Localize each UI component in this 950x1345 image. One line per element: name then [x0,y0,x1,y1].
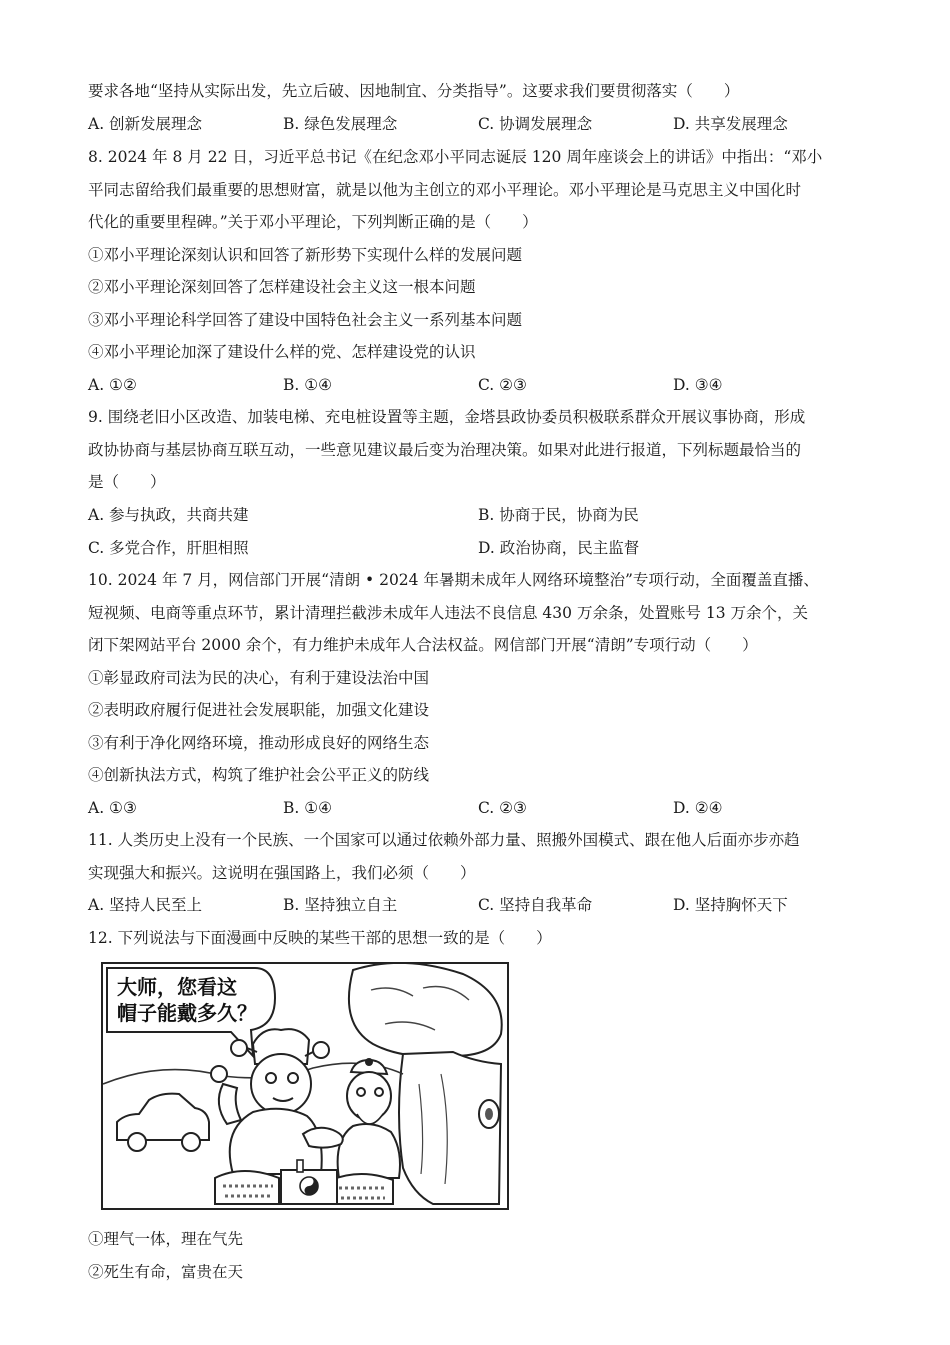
q11-stem-line: 实现强大和振兴。这说明在强国路上，我们必须（ ） [88,864,476,882]
q10-option-b[interactable]: B. ①④ [283,799,333,817]
q11-option-d[interactable]: D. 坚持胸怀天下 [673,896,788,914]
q10-stem-line: 10. 2024 年 7 月，网信部门开展“清朗 • 2024 年暑期未成年人网络环境整治”专项行动，全面覆盖直播、 [88,571,819,589]
q10-item: ①彰显政府司法为民的决心，有利于建设法治中国 [88,669,430,687]
q9-options-row2 [88,537,878,559]
q10-option-a[interactable]: A. ①③ [88,799,137,817]
q9-stem-line: 是（ ） [88,473,166,491]
q10-option-c[interactable]: C. ②③ [478,799,527,817]
q8-stem-line: 代化的重要里程碑。”关于邓小平理论，下列判断正确的是（ ） [88,213,538,231]
q7-option-b[interactable]: B. 绿色发展理念 [283,115,398,133]
q9-stem-line: 9. 围绕老旧小区改造、加装电梯、充电桩设置等主题，金塔县政协委员积极联系群众开展议事协商，形成 [88,408,806,426]
q11-option-c[interactable]: C. 坚持自我革命 [478,896,593,914]
q7-option-c[interactable]: C. 协调发展理念 [478,115,593,133]
q11-option-b[interactable]: B. 坚持独立自主 [283,896,398,914]
q8-option-a[interactable]: A. ①② [88,376,137,394]
q8-options [88,374,878,396]
q8-option-b[interactable]: B. ①④ [283,376,333,394]
q9-stem-line: 政协协商与基层协商互联互动，一些意见建议最后变为治理决策。如果对此进行报道，下列标题最恰当的 [88,441,802,459]
q12-stem: 12. 下列说法与下面漫画中反映的某些干部的思想一致的是（ ） [88,929,552,947]
q9-option-b[interactable]: B. 协商于民，协商为民 [478,506,639,524]
fortune-teller-figure [331,1058,400,1204]
q10-item: ②表明政府履行促进社会发展职能，加强文化建设 [88,701,430,719]
handshake [303,1128,343,1148]
q8-item: ④邓小平理论加深了建设什么样的党、怎样建设党的认识 [88,343,476,361]
q10-option-d[interactable]: D. ②④ [673,799,723,817]
q11-option-a[interactable]: A. 坚持人民至上 [88,896,203,914]
q7-option-d[interactable]: D. 共享发展理念 [673,115,788,133]
q11-stem-line: 11. 人类历史上没有一个民族、一个国家可以通过依赖外部力量、照搬外国模式、跟在他人后面亦步亦趋 [88,831,800,849]
q10-item: ③有利于净化网络环境，推动形成良好的网络生态 [88,734,430,752]
q10-options [88,797,878,819]
q8-option-c[interactable]: C. ②③ [478,376,527,394]
car-illustration [117,1094,209,1151]
q7-stem-tail: 要求各地“坚持从实际出发，先立后破、因地制宜、分类指导”。这要求我们要贯彻落实（ ） [88,82,740,100]
q7-option-a[interactable]: A. 创新发展理念 [88,115,203,133]
q8-item: ①邓小平理论深刻认识和回答了新形势下实现什么样的发展问题 [88,246,523,264]
q9-options-row1 [88,504,878,526]
q8-stem-line: 8. 2024 年 8 月 22 日，习近平总书记《在纪念邓小平同志诞辰 120 周年座谈会上的讲话》中指出：“邓小 [88,148,823,166]
q10-stem-line: 短视频、电商等重点环节，累计清理拦截涉未成年人违法不良信息 430 万余条，处置账号 13 万余个，关 [88,604,809,622]
q8-option-d[interactable]: D. ③④ [673,376,723,394]
q9-option-a[interactable]: A. 参与执政，共商共建 [88,506,249,524]
q7-options [88,113,878,135]
q11-options [88,894,878,916]
q12-item: ②死生有命，富贵在天 [88,1263,244,1281]
speech-line-1: 大师，您看这 [117,977,237,999]
q9-option-d[interactable]: D. 政治协商，民主监督 [478,539,640,557]
q12-item: ①理气一体，理在气先 [88,1230,244,1248]
q9-option-c[interactable]: C. 多党合作，肝胆相照 [88,539,249,557]
q8-stem-line: 平同志留给我们最重要的思想财富，就是以他为主创立的邓小平理论。邓小平理论是马克思主义中国化时 [88,181,802,199]
q10-stem-line: 闭下架网站平台 2000 余个，有力维护未成年人合法权益。网信部门开展“清朗”专项行动（ ） [88,636,758,654]
q10-item: ④创新执法方式，构筑了维护社会公平正义的防线 [88,766,430,784]
q12-cartoon [101,962,509,1210]
q8-item: ③邓小平理论科学回答了建设中国特色社会主义一系列基本问题 [88,311,523,329]
q8-item: ②邓小平理论深刻回答了怎样建设社会主义这一根本问题 [88,278,476,296]
speech-line-2: 帽子能戴多久？ [117,1003,257,1025]
